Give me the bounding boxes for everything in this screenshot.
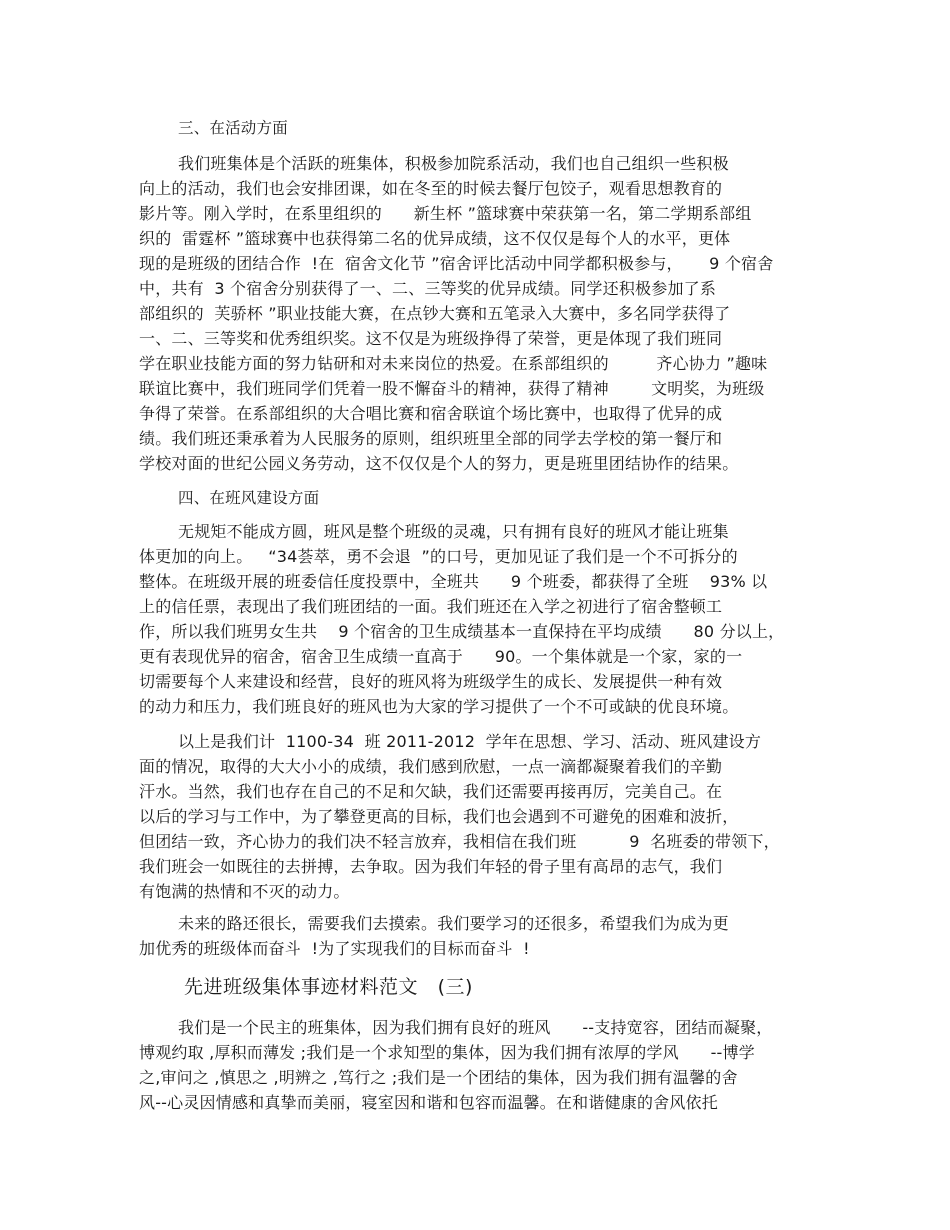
text-line: 影片等。刚入学时，在系里组织的 新生杯 ”篮球赛中荣获第一名，第二学期系部组 [139,204,752,223]
text-line: 我们班集体是个活跃的班集体，积极参加院系活动，我们也自己组织一些积极 [178,154,729,173]
text-line: 织的 雷霆杯 ”篮球赛中也获得第二名的优异成绩，这不仅仅是每个人的水平，更体 [139,229,731,248]
text-line: 学在职业技能方面的努力钻研和对未来岗位的热爱。在系部组织的 齐心协力 ”趣味 [139,354,768,373]
text-line: 的动力和压力，我们班良好的班风也为大家的学习提供了一个不可或缺的优良环境。 [139,697,739,716]
text-line: 学校对面的世纪公园义务劳动，这不仅仅是个人的努力，更是班里团结协作的结果。 [139,454,739,473]
text-line: 但团结一致，齐心协力的我们决不轻言放弃，我相信在我们班 9 名班委的带领下， [139,832,780,851]
text-line: 风--心灵因情感和真挚而美丽，寝室因和谐和包容而温馨。在和谐健康的舍风依托 [139,1093,718,1112]
text-line: 我们班会一如既往的去拼搏，去争取。因为我们年轻的骨子里有高昂的志气，我们 [139,857,723,876]
text-line: 部组织的 芙骄杯 ”职业技能大赛，在点钞大赛和五笔录入大赛中，多名同学获得了 [139,304,731,323]
text-line: 博观约取 ,厚积而薄发 ;我们是一个求知型的集体，因为我们拥有浓厚的学风 --博学 [139,1043,755,1062]
text-line: 有饱满的热情和不灭的动力。 [139,882,350,901]
text-line: 整体。在班级开展的班委信任度投票中，全班共 9 个班委，都获得了全班 93% 以 [139,572,768,591]
text-line: 汗水。当然，我们也存在自己的不足和欠缺，我们还需要再接再厉，完美自己。在 [139,782,723,801]
text-line: 切需要每个人来建设和经营，良好的班风将为班级学生的成长、发展提供一种有效 [139,672,723,691]
section-heading-class-spirit: 四、在班风建设方面 [178,489,320,507]
text-line: 争得了荣誉。在系部组织的大合唱比赛和宿舍联谊个场比赛中，也取得了优异的成 [139,404,723,423]
text-line: 体更加的向上。 “34荟萃，勇不会退 ”的口号，更加见证了我们是一个不可拆分的 [139,547,738,566]
text-line: 联谊比赛中，我们班同学们凭着一股不懈奋斗的精神，获得了精神 文明奖，为班级 [139,379,765,398]
text-line: 更有表现优异的宿舍，宿舍卫生成绩一直高于 90。一个集体就是一个家，家的一 [139,647,743,666]
text-line: 绩。我们班还秉承着为人民服务的原则，组织班里全部的同学去学校的第一餐厅和 [139,429,723,448]
text-line: 以上是我们计 1100-34 班 2011-2012 学年在思想、学习、活动、班风建设方 [178,732,762,751]
document-title: 先进班级集体事迹材料范文 (三) [184,976,473,998]
text-line: 未来的路还很长，需要我们去摸索。我们要学习的还很多，希望我们为成为更 [178,914,729,933]
text-line: 以后的学习与工作中，为了攀登更高的目标，我们也会遇到不可避免的困难和波折， [139,807,739,826]
text-line: 中，共有 3 个宿舍分别获得了一、二、三等奖的优异成绩。同学还积极参加了系 [139,279,717,298]
section-heading-activities: 三、在活动方面 [178,119,288,137]
text-line: 之,审问之 ,慎思之 ,明辨之 ,笃行之 ;我们是一个团结的集体，因为我们拥有温馨的舍 [139,1068,738,1087]
text-line: 无规矩不能成方圆，班风是整个班级的灵魂，只有拥有良好的班风才能让班集 [178,522,729,541]
text-line: 加优秀的班级体而奋斗 !为了实现我们的目标而奋斗 ! [139,939,530,958]
text-line: 现的是班级的团结合作 !在 宿舍文化节 ”宿舍评比活动中同学都积极参与， 9 个宿舍 [139,254,774,273]
text-line: 作，所以我们班男女生共 9 个宿舍的卫生成绩基本一直保持在平均成绩 80 分以上， [139,622,785,641]
text-line: 向上的活动，我们也会安排团课，如在冬至的时候去餐厅包饺子，观看思想教育的 [139,179,723,198]
text-line: 面的情况，取得的大大小小的成绩，我们感到欣慰，一点一滴都凝聚着我们的辛勤 [139,757,723,776]
text-line: 一、二、三等奖和优秀组织奖。这不仅是为班级挣得了荣誉，更是体现了我们班同 [139,329,723,348]
text-line: 我们是一个民主的班集体，因为我们拥有良好的班风 --支持宽容，团结而凝聚， [178,1018,773,1037]
text-line: 上的信任票，表现出了我们班团结的一面。我们班还在入学之初进行了宿舍整顿工 [139,597,723,616]
